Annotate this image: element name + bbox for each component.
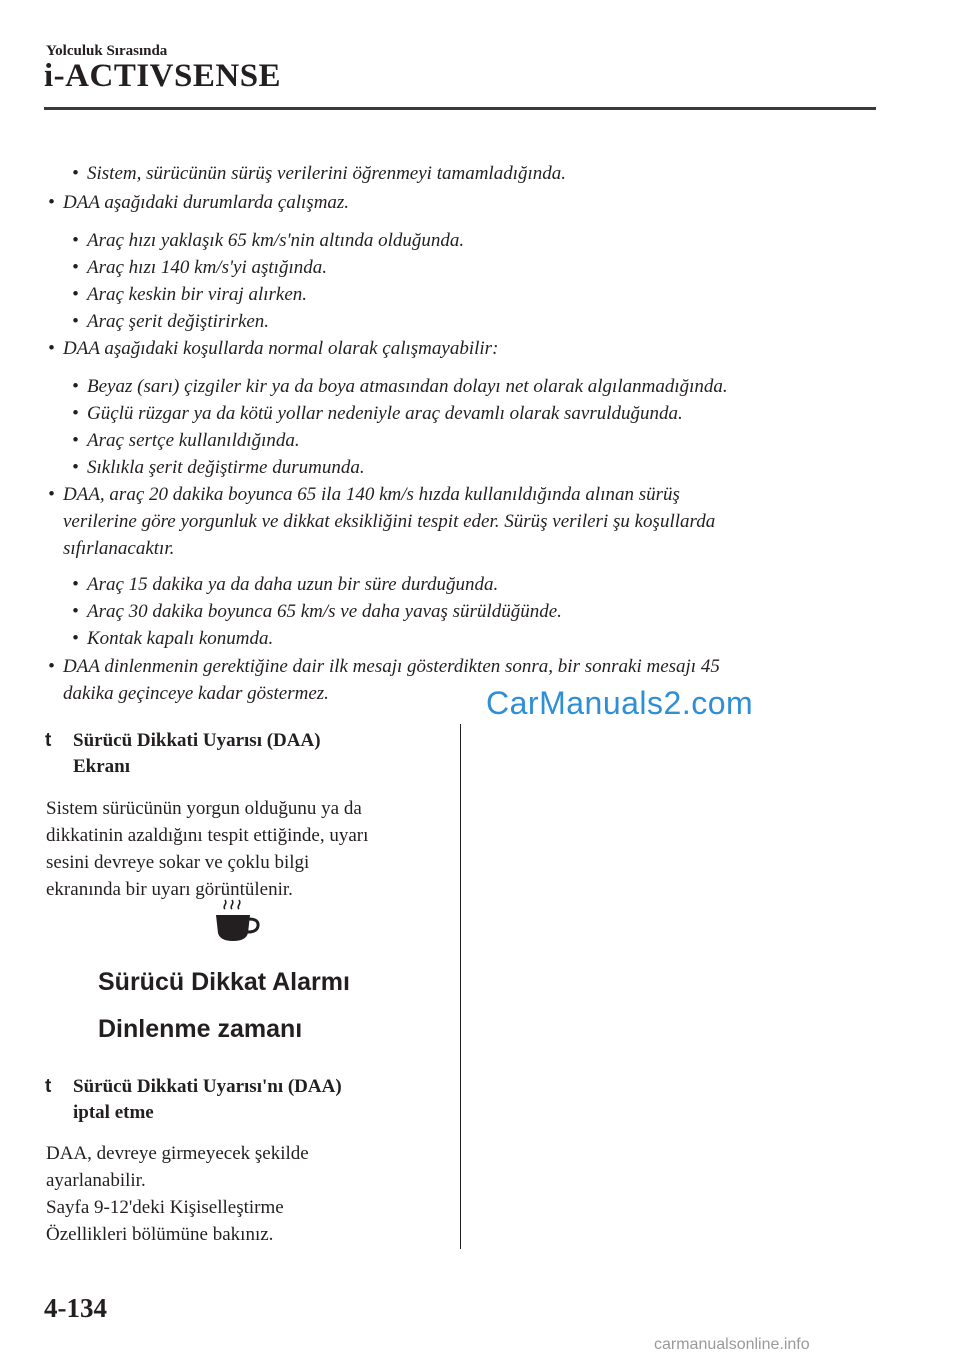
heading-line: Sürücü Dikkati Uyarısı'nı (DAA): [73, 1076, 342, 1097]
bullet-dot: •: [72, 601, 79, 622]
body-line: ayarlanabilir.: [46, 1170, 146, 1191]
sub-bullet-item: [72, 573, 498, 597]
section-body-display: [46, 795, 368, 903]
body-line: Sayfa 9-12'deki Kişiselleştirme: [46, 1197, 284, 1218]
section-heading-cancel: [45, 1074, 342, 1126]
bullet-dot: •: [72, 574, 79, 595]
bullet-text: Araç 15 dakika ya da daha uzun bir süre durduğunda.: [87, 574, 499, 595]
column-divider: [460, 724, 461, 1249]
bullet-dot: •: [48, 192, 55, 213]
footer-site-link[interactable]: carmanualsonline.info: [654, 1336, 810, 1353]
bullet-dot: •: [48, 484, 55, 505]
sub-bullet-item: [72, 256, 327, 280]
heading-line: Sürücü Dikkati Uyarısı (DAA): [73, 730, 321, 751]
bullet-continuation: dakika geçinceye kadar göstermez.: [63, 683, 329, 704]
section-label: Yolculuk Sırasında: [46, 43, 168, 59]
bullet-dot: •: [72, 628, 79, 649]
bullet-dot: •: [72, 230, 79, 251]
bullet-text: DAA aşağıdaki koşullarda normal olarak çalışmayabilir:: [63, 338, 499, 359]
watermark: CarManuals2.com: [486, 685, 754, 721]
bullet-item: [48, 191, 349, 215]
alarm-title: Sürücü Dikkat Alarmı: [98, 968, 350, 996]
body-line: dikkatinin azaldığını tespit ettiğinde, uyarı: [46, 825, 369, 846]
bullet-text: Araç keskin bir viraj alırken.: [87, 284, 308, 305]
section-body-cancel: [46, 1140, 309, 1248]
bullet-dot: •: [72, 311, 79, 332]
bullet-text: Sistem, sürücünün sürüş verilerini öğrenmeyi tamamladığında.: [87, 163, 567, 184]
bullet-text: DAA dinlenmenin gerektiğine dair ilk mesajı gösterdikten sonra, bir sonraki mesajı 45: [63, 656, 720, 677]
bullet-dot: •: [72, 430, 79, 451]
bullet-text: Kontak kapalı konumda.: [87, 628, 274, 649]
bullet-dot: •: [72, 457, 79, 478]
bullet-dot: •: [48, 338, 55, 359]
body-line: ekranında bir uyarı görüntülenir.: [46, 879, 293, 900]
sub-bullet-item: [72, 429, 300, 453]
bullet-continuation: sıfırlanacaktır.: [63, 538, 175, 559]
body-line: DAA, devreye girmeyecek şekilde: [46, 1143, 309, 1164]
sub-bullet-item: [72, 310, 269, 334]
body-line: Özellikleri bölümüne bakınız.: [46, 1224, 274, 1245]
bullet-continuation: verilerine göre yorgunluk ve dikkat eksikliğini tespit eder. Sürüş verileri şu koşullarda: [63, 511, 716, 532]
bullet-item: [48, 337, 498, 361]
body-line: sesini devreye sokar ve çoklu bilgi: [46, 852, 310, 873]
bullet-item: [72, 162, 566, 186]
bullet-dot: •: [48, 656, 55, 677]
page-number: 4-134: [44, 1293, 107, 1323]
bullet-item: [48, 483, 680, 507]
sub-bullet-item: [72, 375, 728, 399]
bullet-text: Araç sertçe kullanıldığında.: [87, 430, 300, 451]
bullet-dot: •: [72, 163, 79, 184]
sub-bullet-item: [72, 283, 307, 307]
sub-bullet-item: [72, 456, 365, 480]
bullet-text: Araç hızı 140 km/s'yi aştığında.: [87, 257, 327, 278]
bullet-text: Beyaz (sarı) çizgiler kir ya da boya atmasından dolayı net olarak algılanmadığında.: [87, 376, 728, 397]
sub-bullet-item: [72, 229, 464, 253]
bullet-text: Araç hızı yaklaşık 65 km/s'nin altında olduğunda.: [87, 230, 465, 251]
bullet-text: DAA aşağıdaki durumlarda çalışmaz.: [63, 192, 350, 213]
bullet-text: Araç 30 dakika boyunca 65 km/s ve daha yavaş sürüldüğünde.: [87, 601, 562, 622]
bullet-dot: •: [72, 376, 79, 397]
coffee-cup-icon: [213, 897, 263, 945]
heading-line: iptal etme: [73, 1102, 154, 1123]
bullet-text: Araç şerit değiştirirken.: [87, 311, 270, 332]
section-marker-icon: t: [45, 730, 52, 751]
bullet-dot: •: [72, 403, 79, 424]
bullet-text: Güçlü rüzgar ya da kötü yollar nedeniyle araç devamlı olarak savrulduğunda.: [87, 403, 683, 424]
sub-bullet-item: [72, 627, 273, 651]
section-marker-icon: t: [45, 1076, 52, 1097]
heading-line: Ekranı: [73, 756, 131, 777]
sub-bullet-item: [72, 402, 683, 426]
section-heading-display: [45, 728, 321, 780]
page-title: i-ACTIVSENSE: [44, 58, 282, 94]
sub-bullet-item: [72, 600, 562, 624]
bullet-item: [48, 655, 720, 679]
bullet-text: DAA, araç 20 dakika boyunca 65 ila 140 km/s hızda kullanıldığında alınan sürüş: [63, 484, 680, 505]
alarm-message: Dinlenme zamanı: [98, 1015, 303, 1043]
bullet-text: Sıklıkla şerit değiştirme durumunda.: [87, 457, 365, 478]
bullet-dot: •: [72, 257, 79, 278]
bullet-dot: •: [72, 284, 79, 305]
body-line: Sistem sürücünün yorgun olduğunu ya da: [46, 798, 362, 819]
header-rule: [44, 107, 876, 110]
